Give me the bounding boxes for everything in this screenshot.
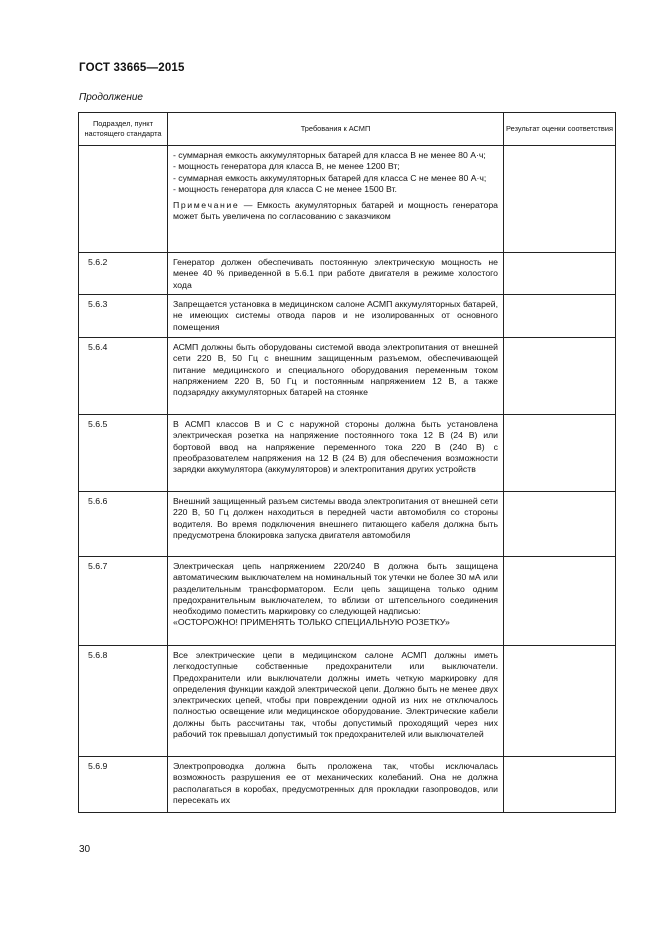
requirement-line: - мощность генератора для класса С не менее 1500 Вт. xyxy=(173,183,397,194)
result-cell xyxy=(504,557,616,646)
section-cell: 5.6.5 xyxy=(79,415,168,492)
table-row xyxy=(79,253,616,295)
table-row xyxy=(79,492,616,557)
note xyxy=(173,200,498,223)
section-cell: 5.6.6 xyxy=(79,492,168,557)
requirement-line: - суммарная емкость аккумуляторных батарей для класса В не менее 80 А·ч; xyxy=(173,150,486,160)
section-cell xyxy=(79,146,168,253)
result-cell xyxy=(504,415,616,492)
page-number: 30 xyxy=(79,844,91,855)
header-requirements: Требования к АСМП xyxy=(168,113,504,146)
header-result: Результат оценки соответствия xyxy=(504,113,616,146)
table-header-row xyxy=(79,113,616,146)
result-cell xyxy=(504,146,616,253)
table-row xyxy=(79,295,616,338)
section-cell: 5.6.8 xyxy=(79,646,168,757)
warning-label-text: «ОСТОРОЖНО! ПРИМЕНЯТЬ ТОЛЬКО СПЕЦИАЛЬНУЮ РОЗЕТКУ» xyxy=(173,617,450,628)
requirement-text: Электрическая цепь напряжением 220/240 В должна быть защищена автоматическим выключателем на номинальный ток утечки не более 30 мА или разделительным трансформатором. Если цепь защищена только одним предохранительным выключателем, то вблизи от штепсельного соединения необходимо поместить маркировку со следующей надписью: xyxy=(173,561,498,617)
note-label: Примечание xyxy=(173,200,240,211)
requirement-cell xyxy=(168,146,504,253)
result-cell xyxy=(504,295,616,338)
requirement-cell: Генератор должен обеспечивать постоянную электрическую мощность не менее 40 % приведенной в 5.6.1 при работе двигателя в режиме холостого хода xyxy=(168,253,504,295)
table-row xyxy=(79,415,616,492)
section-cell: 5.6.4 xyxy=(79,338,168,415)
result-cell xyxy=(504,492,616,557)
table-row xyxy=(79,557,616,646)
requirement-line: - суммарная емкость аккумуляторных батарей для класса С не менее 80 А·ч; xyxy=(173,172,487,183)
requirement-cell: Запрещается установка в медицинском салоне АСМП аккумуляторных батарей, не имеющих системы отвода паров и не изолированных от основного помещения xyxy=(168,295,504,338)
requirement-cell: Внешний защищенный разъем системы ввода электропитания от внешней сети 220 В, 50 Гц должен находиться в передней части автомобиля со стороны водителя. Во время подключения внешнего питающего кабеля должна быть предусмотрена блокировка запуска двигателя автомобиля xyxy=(168,492,504,557)
requirement-cell: Все электрические цепи в медицинском салоне АСМП должны иметь легкодоступные собственные предохранители или выключатели. Предохранители или выключатели должны иметь четкую маркировку для определения функции каждой электрической цепи. Должно быть не менее двух электрических цепей, чтобы при повреждении одной из них не отключалось полностью освещение или медицинское оборудование. Электрические кабели должны быть рассчитаны так, чтобы допустимый проходящий через них рабочий ток превышал допустимый ток предохранителей или выключателей xyxy=(168,646,504,757)
document-title: ГОСТ 33665—2015 xyxy=(79,62,185,74)
requirement-cell: В АСМП классов В и С с наружной стороны должна быть установлена электрическая розетка на напряжение постоянного тока 12 В (24 В) или бортовой ввод на напряжение переменного тока 220 В (240 В) с преобразователем напряжения на 12 В (24 В) для обеспечения возможности зарядки аккумулятора (аккумуляторов) и электропитания других устройств xyxy=(168,415,504,492)
table-row xyxy=(79,646,616,757)
requirement-cell: АСМП должны быть оборудованы системой ввода электропитания от внешней сети 220 В, 50 Гц с внешним защищенным разъемом, обеспечивающей питание медицинского и специального оборудования переменным током напряжением 220 В, 50 Гц и постоянным напряжением 12 В, а также подзарядку аккумуляторных батарей на стоянке xyxy=(168,338,504,415)
section-cell: 5.6.3 xyxy=(79,295,168,338)
section-cell: 5.6.9 xyxy=(79,757,168,813)
section-cell: 5.6.2 xyxy=(79,253,168,295)
table-row xyxy=(79,757,616,813)
requirement-line: - мощность генератора для класса В, не менее 1200 Вт; xyxy=(173,161,400,172)
requirements-table xyxy=(78,112,616,813)
continuation-label: Продолжение xyxy=(79,92,143,103)
result-cell xyxy=(504,253,616,295)
requirement-cell: Электропроводка должна быть проложена так, чтобы исключалась возможность разрушения ее от механических колебаний. Она не должна располагаться в коробах, предусмотренных для прокладки газопроводов, или пересекать их xyxy=(168,757,504,813)
result-cell xyxy=(504,646,616,757)
result-cell xyxy=(504,338,616,415)
note-text: — Емкость акумуляторных батарей и мощность генератора может быть увеличена по согласованию с заказчиком xyxy=(173,200,498,222)
table-row xyxy=(79,338,616,415)
header-section: Подраздел, пункт настоящего стандарта xyxy=(79,113,168,146)
result-cell xyxy=(504,757,616,813)
section-cell: 5.6.7 xyxy=(79,557,168,646)
table-row xyxy=(79,146,616,253)
requirement-cell xyxy=(168,557,504,646)
